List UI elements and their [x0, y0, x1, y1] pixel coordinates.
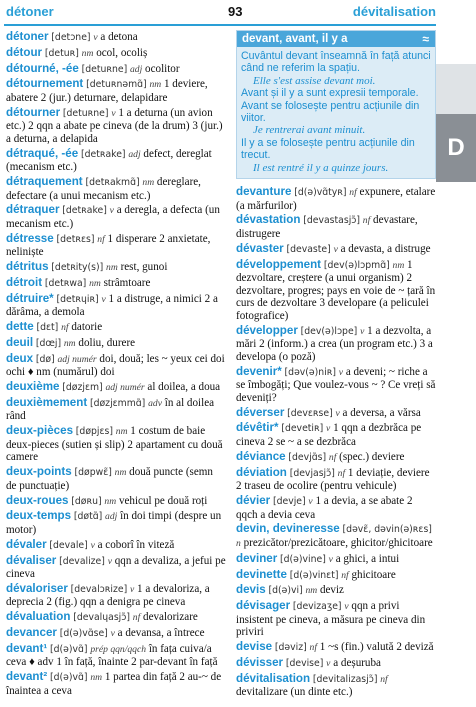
entry-part-of-speech: nm — [104, 495, 117, 507]
usage-note-example: Elle s'est assise devant moi. — [253, 74, 376, 87]
entry-part-of-speech: v — [110, 628, 115, 640]
entry-headword: développement — [236, 257, 322, 271]
dictionary-entry — [236, 656, 436, 671]
entry-part-of-speech: nm — [142, 177, 155, 189]
entry-headword: deuxième — [6, 380, 60, 394]
dictionary-entry — [236, 365, 436, 405]
entry-pronunciation: [detuʀ] — [44, 47, 79, 59]
entry-definition: ocolitor — [145, 62, 180, 75]
dictionary-entry — [236, 242, 436, 257]
entry-part-of-speech: nm — [115, 426, 128, 438]
entry-pronunciation: [detuʀnəmɑ̃] — [86, 79, 147, 91]
entry-headword: déverser — [236, 405, 285, 419]
entry-pronunciation: [devaste] — [286, 243, 331, 255]
entry-definition: vehicul pe două roți — [118, 494, 208, 507]
entry-headword: dévaloriser — [6, 581, 68, 595]
left-column — [6, 30, 226, 699]
dictionary-entry — [6, 62, 226, 77]
usage-note-title — [237, 31, 435, 47]
usage-note-line: Avant și il y a sunt expresii temporale. Avant se folosește pentru acțiunile din viitor. — [241, 87, 420, 125]
entry-headword: devise — [236, 640, 273, 654]
entry-definition: deviz — [319, 584, 344, 597]
entry-pronunciation: [detʀake] — [62, 205, 107, 217]
entry-definition: strâmtoare — [103, 276, 151, 289]
dictionary-entry — [6, 465, 226, 492]
entry-pronunciation: [detʀake] — [80, 148, 126, 160]
usage-note-box — [236, 30, 436, 179]
entry-headword: détroit — [6, 275, 43, 289]
entry-pronunciation: [devetiʀ] — [281, 423, 324, 435]
entry-definition: a coborî în viteză — [97, 538, 175, 551]
dictionary-entry — [236, 640, 436, 655]
entry-definition: a devasta, a distruge — [340, 242, 431, 255]
entry-definition: devitalizare (un dinte etc.) — [236, 686, 353, 699]
dictionary-entry — [6, 424, 226, 464]
entry-pronunciation: [detʀity(s)] — [51, 262, 104, 274]
entry-definition: 1 costum de baie deux-pieces (sutien și slip) 2 apartament cu două camere — [6, 425, 223, 464]
entry-part-of-speech: nf — [328, 451, 337, 463]
page-number: 93 — [228, 4, 243, 19]
entry-definition: al doilea, a doua — [147, 381, 221, 394]
dictionary-entry — [236, 406, 436, 421]
entry-part-of-speech: nm — [63, 337, 76, 349]
entry-part-of-speech: adj — [105, 511, 118, 523]
dictionary-entry — [6, 336, 226, 351]
dictionary-entry — [6, 494, 226, 509]
dictionary-entry — [236, 466, 436, 493]
entry-part-of-speech: v — [109, 205, 114, 217]
entry-part-of-speech: nm — [114, 467, 127, 479]
entry-pronunciation: [devɛʀse] — [287, 407, 333, 419]
entry-pronunciation: [devise] — [285, 657, 324, 669]
entry-definition: a ghici, a intui — [335, 552, 400, 565]
entry-part-of-speech: v — [360, 325, 365, 337]
entry-definition: în fața cuiva/a ceva ♦ adv 1 în față, înainte 2 par-devant în față — [6, 642, 218, 669]
entry-pronunciation: [dœj] — [35, 337, 62, 349]
dictionary-entry — [236, 552, 436, 567]
entry-definition: rest, gunoi — [120, 261, 168, 274]
entry-definition: ocol, ocoliș — [96, 46, 148, 59]
entry-pronunciation: [detʀɛs] — [56, 233, 95, 245]
entry-headword: détruire* — [6, 291, 54, 305]
entry-headword: déviation — [236, 465, 287, 479]
dictionary-entry — [6, 232, 226, 259]
dictionary-entry — [6, 538, 226, 553]
usage-note-line: Il y a se folosește pentru acțiunile din trecut. — [241, 136, 415, 162]
entry-definition: 1 a devia, a se abate 2 qqch a devia ceva — [236, 495, 413, 521]
entry-part-of-speech: nf — [341, 569, 349, 581]
entry-definition: (spec.) deviere — [339, 450, 405, 463]
entry-part-of-speech: adj — [130, 63, 143, 75]
dictionary-entry — [6, 352, 226, 379]
entry-definition: 1 qqn a dezbrăca pe cineva 2 se ~ a se dezbrăca — [236, 422, 422, 449]
usage-note-example: Il est rentré il y a quinze jours. — [253, 161, 389, 174]
dictionary-entry — [236, 213, 436, 240]
entry-part-of-speech: v — [326, 657, 331, 669]
entry-part-of-speech: v — [111, 107, 116, 119]
entry-part-of-speech: v — [90, 539, 95, 551]
entry-part-of-speech: v — [344, 601, 349, 613]
entry-pronunciation: [dø] — [35, 353, 55, 365]
entry-part-of-speech: nm — [90, 672, 103, 684]
entry-definition: devastare, distrugere — [236, 214, 418, 241]
entry-definition: 1 disperare 2 anxietate, neliniște — [6, 232, 211, 259]
dictionary-entry — [6, 147, 226, 174]
entry-headword: dévisager — [236, 599, 291, 613]
usage-note-title-text: devant, avant, il y a — [242, 33, 348, 45]
entry-pronunciation: [detuʀne] — [81, 63, 128, 75]
entry-part-of-speech: v — [328, 553, 333, 565]
entry-definition: a deversa, a vărsa — [342, 406, 421, 419]
dictionary-entry — [6, 77, 226, 104]
entry-definition: doliu, durere — [78, 336, 136, 349]
dictionary-entry — [236, 450, 436, 465]
entry-part-of-speech: nf — [61, 322, 69, 334]
entry-pronunciation: [d(ə)vɑ̃] — [50, 643, 88, 655]
entry-pronunciation: [døʀu] — [71, 495, 102, 507]
entry-definition: 1 deviație, deviere 2 traseu de ocolire (pentru vehicule) — [236, 466, 430, 493]
entry-pronunciation: [devje] — [272, 496, 306, 507]
entry-headword: deuxièmement — [6, 395, 88, 409]
entry-part-of-speech: nf — [380, 673, 388, 685]
dictionary-entry — [6, 554, 226, 581]
guide-word-last: dévitalisation — [352, 4, 436, 19]
entry-pronunciation: [døtɑ̃] — [73, 511, 103, 523]
entry-definition: 1 a deturna (un avion etc.) 2 qqn a abate pe cineva (de la drum) 3 (jur.) a deturna, a delapida — [6, 106, 223, 145]
dictionary-entry — [6, 642, 226, 669]
guide-word-first: détoner — [6, 4, 54, 19]
dictionary-entry — [6, 276, 226, 291]
entry-pronunciation: [dəvɛ̃, dəvin(ə)ʀɛs] — [342, 524, 432, 536]
entry-definition: a deșuruba — [333, 656, 381, 669]
dictionary-entry — [6, 670, 226, 697]
entry-headword: détraquement — [6, 175, 83, 189]
entry-part-of-speech: nm — [392, 259, 405, 271]
entry-definition: în al doilea rând — [6, 396, 215, 423]
entry-definition: qqn a privi insistent pe cineva, a măsura pe cineva din priviri — [236, 600, 426, 639]
entry-part-of-speech: nm — [89, 277, 101, 289]
entry-part-of-speech: adj — [128, 148, 141, 160]
entry-definition: datorie — [71, 321, 103, 334]
entry-part-of-speech: nm — [149, 79, 162, 91]
entry-pronunciation: [døpwɛ̃] — [74, 467, 112, 479]
dictionary-entry — [6, 509, 226, 536]
entry-part-of-speech: v — [308, 496, 313, 507]
entry-part-of-speech: nm — [106, 262, 118, 274]
entry-definition: 1 partea din față 2 au-~ de înaintea a ceva — [6, 671, 222, 697]
entry-part-of-speech: nf — [349, 187, 357, 199]
entry-headword: dévaster — [236, 241, 284, 255]
entry-definition: dereglare, defectare (a unui mecanism etc.) — [6, 176, 201, 202]
dictionary-entry — [6, 260, 226, 275]
entry-pronunciation: [døzjɛm] — [62, 382, 103, 394]
entry-definition: a detona — [100, 31, 138, 43]
entry-pronunciation: [devalize] — [59, 555, 105, 567]
entry-part-of-speech: adj numér — [105, 382, 145, 394]
entry-part-of-speech: v — [338, 366, 344, 378]
entry-pronunciation: [devastasjɔ̃] — [303, 215, 361, 227]
right-column — [236, 30, 436, 700]
dictionary-entry — [236, 599, 436, 639]
thumb-index-tab[interactable]: D — [436, 114, 476, 182]
entry-headword: déviance — [236, 449, 286, 463]
wave-icon: ≈ — [422, 32, 429, 46]
entry-definition: defect, dereglat (mecanism etc.) — [6, 147, 212, 174]
entry-part-of-speech: v — [130, 583, 135, 595]
entry-part-of-speech: v — [93, 32, 98, 43]
entry-pronunciation: [detuʀne] — [62, 107, 109, 119]
entry-headword: devanture — [236, 185, 292, 199]
entry-definition: în doi timpi (despre un motor) — [6, 510, 222, 536]
entry-pronunciation: [dəviz] — [274, 642, 307, 654]
entry-headword: détour — [6, 45, 43, 59]
entry-definition: expunere, etalare (a mărfurilor) — [236, 186, 436, 212]
dictionary-entry — [236, 568, 436, 583]
entry-headword: détourné, -ée — [6, 61, 79, 75]
dictionary-entry — [236, 324, 436, 364]
entry-part-of-speech: n — [236, 537, 241, 549]
entry-headword: deux-points — [6, 465, 72, 479]
entry-headword: devinette — [236, 567, 287, 581]
entry-definition: devalorizare — [143, 611, 198, 624]
dictionary-entry — [236, 185, 436, 212]
dictionary-entry — [236, 583, 436, 598]
entry-pronunciation: [d(ə)vɑ̃se] — [59, 628, 108, 640]
dictionary-entry — [6, 610, 226, 625]
entry-pronunciation: [døzjɛmmɑ̃] — [89, 397, 146, 409]
entry-headword: développer — [236, 323, 298, 337]
entry-definition: a deregla, a defecta (un mecanism etc.) — [6, 204, 220, 231]
entry-part-of-speech: v — [101, 293, 106, 305]
entry-headword: deviner — [236, 551, 278, 565]
entry-part-of-speech: nf — [132, 612, 141, 624]
entry-headword: devin, devineresse — [236, 522, 340, 536]
entry-headword: détournement — [6, 77, 84, 91]
entry-headword: deux-temps — [6, 509, 72, 523]
dictionary-entry — [236, 522, 436, 550]
dictionary-entry — [6, 203, 226, 230]
entry-headword: dévêtir* — [236, 421, 279, 435]
entry-headword: devenir* — [236, 364, 282, 378]
entry-definition: a devansa, a întrece — [117, 627, 205, 640]
usage-note-example: Je rentrerai avant minuit. — [253, 124, 366, 137]
entry-part-of-speech: adv — [148, 397, 162, 409]
entry-part-of-speech: nm — [81, 47, 94, 59]
entry-headword: deux — [6, 351, 34, 365]
entry-part-of-speech: v — [326, 423, 331, 435]
dictionary-entry — [6, 626, 226, 641]
dictionary-entry — [6, 380, 226, 395]
entry-pronunciation: [detʀɥiʀ] — [56, 293, 99, 305]
entry-headword: dévastation — [236, 213, 301, 227]
entry-definition: 1 deviere, abatere 2 (jur.) deturnare, delapidare — [6, 78, 208, 104]
entry-headword: devancer — [6, 626, 57, 640]
entry-headword: devis — [236, 583, 266, 597]
entry-pronunciation: [d(ə)vɑ̃] — [50, 672, 88, 684]
entry-headword: dévitalisation — [236, 671, 311, 685]
entry-pronunciation: [dev(ə)lɔpe] — [300, 325, 358, 337]
entry-headword: deuil — [6, 335, 34, 349]
entry-definition: a deveni; ~ riche a se îmbogăți; Que voulez-vous ~ ? Ce vreți să deveniți? — [236, 365, 436, 404]
entry-headword: détraquer — [6, 203, 60, 217]
entry-headword: détoner — [6, 30, 49, 43]
entry-headword: dévaliser — [6, 553, 57, 567]
dictionary-entry — [6, 30, 226, 45]
dictionary-entry — [6, 320, 226, 335]
entry-definition: ghicitoare — [351, 568, 396, 581]
entry-headword: dévisser — [236, 655, 284, 669]
dictionary-entry — [6, 106, 226, 146]
entry-headword: détourner — [6, 105, 61, 119]
entry-headword: deux-pièces — [6, 424, 74, 438]
entry-pronunciation: [devizaʒe] — [292, 601, 342, 613]
entry-definition: prezicător/prezicătoare, ghicitor/ghicitoare — [243, 536, 433, 549]
thumb-index-gap — [436, 64, 476, 114]
entry-part-of-speech: adj numér — [57, 353, 97, 365]
entry-definition: 1 a dezvolta, a mări 2 (inform.) a crea (un program etc.) 3 a developa (o poză) — [236, 324, 433, 363]
entry-part-of-speech: v — [107, 555, 112, 567]
entry-pronunciation: [detɔne] — [51, 32, 91, 43]
entry-pronunciation: [d(ə)vinɛt] — [289, 569, 339, 581]
dictionary-entry — [236, 494, 436, 521]
entry-headword: dévier — [236, 494, 271, 507]
entry-headword: détresse — [6, 231, 54, 245]
entry-pronunciation: [devjɑ̃s] — [288, 451, 327, 463]
entry-part-of-speech: nf — [337, 467, 346, 479]
dictionary-entry — [6, 175, 226, 202]
dictionary-entry — [236, 421, 436, 448]
entry-headword: dévaluation — [6, 610, 71, 624]
dictionary-entry — [236, 672, 436, 699]
entry-headword: détritus — [6, 260, 49, 274]
entry-pronunciation: [dəv(ə)niʀ] — [284, 366, 336, 378]
entry-pronunciation: [d(ə)vɑ̃tyʀ] — [294, 187, 347, 199]
entry-pronunciation: [devitalizasjɔ̃] — [312, 673, 378, 685]
header-rule — [4, 24, 436, 26]
entry-pronunciation: [d(ə)vi] — [268, 585, 303, 597]
entry-pronunciation: [devjasjɔ̃] — [289, 467, 335, 479]
entry-headword: dévaler — [6, 537, 47, 551]
entry-pronunciation: [devalɥasjɔ̃] — [73, 612, 130, 624]
entry-pronunciation: [detʀakmɑ̃] — [85, 177, 140, 189]
entry-definition: qqn a devaliza, a jefui pe cineva — [6, 554, 226, 581]
entry-definition: 1 a distruge, a nimici 2 a dărâma, a demola — [6, 292, 218, 319]
entry-definition: două puncte (semn de punctuație) — [6, 466, 213, 492]
entry-headword: devant¹ — [6, 641, 48, 655]
entry-part-of-speech: v — [335, 407, 340, 419]
entry-definition: doi, două; les ~ yeux cei doi ochi ♦ nm (numărul) doi — [6, 352, 225, 379]
dictionary-entry — [6, 582, 226, 609]
entry-headword: deux-roues — [6, 493, 69, 507]
entry-pronunciation: [dɛt] — [36, 322, 59, 334]
entry-pronunciation: [d(ə)vine] — [280, 553, 326, 565]
entry-pronunciation: [detʀwa] — [44, 277, 87, 289]
entry-part-of-speech: nf — [362, 215, 371, 227]
entry-part-of-speech: nf — [97, 233, 105, 245]
entry-pronunciation: [devale] — [49, 539, 88, 551]
entry-definition: 1 a devaloriza, a deprecia 2 (fig.) qqn a denigra pe cineva — [6, 582, 210, 609]
entry-pronunciation: [devalɔʀize] — [70, 583, 128, 595]
entry-pronunciation: [dev(ə)lɔpmɑ̃] — [323, 259, 390, 271]
dictionary-entry — [6, 396, 226, 423]
entry-headword: devant² — [6, 670, 48, 684]
dictionary-entry — [236, 258, 436, 323]
entry-pronunciation: [døpjɛs] — [75, 426, 113, 438]
entry-part-of-speech: prép qqn/qqch — [90, 643, 147, 655]
entry-part-of-speech: nm — [305, 585, 318, 597]
right-entries — [236, 185, 436, 699]
usage-note-line: Cuvântul devant înseamnă în față atunci când ne referim la spațiu. — [241, 50, 431, 75]
entry-headword: dette — [6, 320, 34, 334]
entry-definition: 1 dezvoltare, creștere (a unui organism) 2 dezvoltare, progres; pays en voie de ~ țară în curs de dezvoltare 3 developare (a peliculei fotografice) — [236, 258, 436, 322]
entry-part-of-speech: nf — [309, 642, 317, 654]
dictionary-entry — [6, 46, 226, 61]
entry-definition: 1 ~s (fin.) valută 2 deviză — [319, 641, 434, 654]
entry-part-of-speech: v — [333, 243, 338, 255]
dictionary-entry — [6, 292, 226, 319]
entry-headword: détraqué, -ée — [6, 146, 79, 160]
